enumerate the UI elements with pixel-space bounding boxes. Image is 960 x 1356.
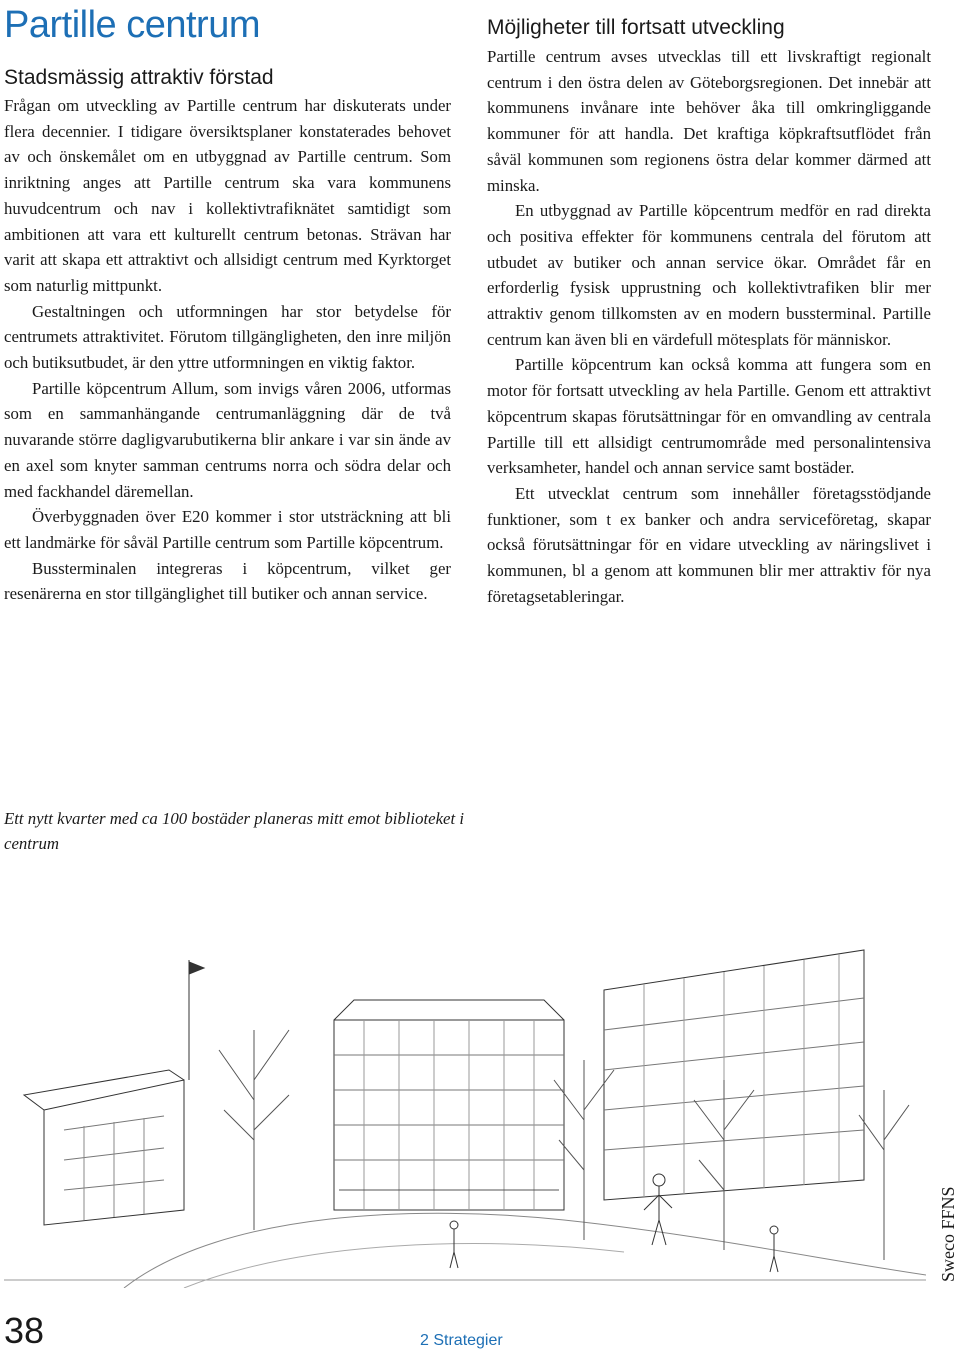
section-heading-right: Möjligheter till fortsatt utveckling bbox=[487, 16, 785, 39]
paragraph: Överbyggnaden över E20 kommer i stor utsträckning att bli ett landmärke för såväl Partille centrum som Partille köpcentrum. bbox=[4, 507, 451, 552]
paragraph: Partille köpcentrum kan också komma att fungera som en motor för fortsatt utveckling av hela Partille. Genom ett attraktivt köpcentrum skapas förutsättningar för en omvandling av centrala Partille till ett allsidigt centrumområde med personalintensiva verksamheter, handel och annan service samt bostäder. bbox=[487, 355, 931, 478]
right-body-text bbox=[487, 44, 931, 609]
figure-caption: Ett nytt kvarter med ca 100 bostäder planeras mitt emot biblioteket i centrum bbox=[4, 809, 465, 853]
section-heading-left: Stadsmässig attraktiv förstad bbox=[4, 66, 274, 89]
paragraph: Partille köpcentrum Allum, som invigs våren 2006, utformas som en sammanhängande centrumanläggning där de två nuvarande större dagligvarubutikerna blir ankare i var sin ände av en axel som knyter samman centrums norra och södra delar och med fackhandel däremellan. bbox=[4, 378, 451, 501]
paragraph: Bussterminalen integreras i köpcentrum, vilket ger resenärerna en stor tillgänglighet till butiker och annan service. bbox=[4, 558, 451, 604]
section-label: 2 Strategier bbox=[420, 1332, 503, 1349]
image-credit: Sweco FFNS bbox=[938, 1186, 958, 1282]
paragraph: Frågan om utveckling av Partille centrum har diskuterats under flera decennier. I tidigare översiktsplaner konstaterades behovet av och önskemålet om en utbyggnad av Partille centrum. Som inriktning anges att Partille centrum ska vara kommunens huvudcentrum och nav i kollektivtrafiknätet samtidigt som ambitionen att vara ett kulturellt centrum betonas. Strävan har varit att skapa ett attraktivt och allsidigt centrum med Kyrktorget som naturlig mittpunkt. bbox=[4, 96, 451, 295]
paragraph: Gestaltningen och utformningen har stor betydelse för centrumets attraktivitet. Förutom tillgängligheten, den inre miljön och butiksutbudet, är den yttre utformningen en viktig faktor. bbox=[4, 301, 451, 373]
architectural-sketch bbox=[4, 880, 926, 1288]
left-body-text bbox=[4, 93, 451, 607]
page-number: 38 bbox=[4, 1310, 45, 1351]
page-title: Partille centrum bbox=[4, 4, 260, 46]
paragraph: Ett utvecklat centrum som innehåller företagsstödjande funktioner, som t ex banker och andra serviceföretag, skapar också förutsättningar för en vidare utveckling av näringslivet i kommunen, bl a genom att kommunen blir mer attraktiv för nya företagsetableringar. bbox=[487, 483, 931, 606]
paragraph: Partille centrum avses utvecklas till ett livskraftigt regionalt centrum i den östra delen av Göteborgsregionen. Det innebär att kommunens invånare inte behöver åka till omkringliggande kommuner för att handla. Det kraftiga köpkraftsutflödet från såväl kommunen som regionens östra delar kommer därmed att minska. bbox=[487, 47, 931, 195]
paragraph: En utbyggnad av Partille köpcentrum medför en rad direkta och positiva effekter för kommunens centrala del förutom att utbudet av butiker och annan service ökar. Området får en erforderlig fysisk upprustning och kollektivtrafiken blir mer attraktiv genom tillkomsten av en modern bussterminal. Partille centrum kan även bli en värdefull mötesplats för människor. bbox=[487, 201, 931, 349]
